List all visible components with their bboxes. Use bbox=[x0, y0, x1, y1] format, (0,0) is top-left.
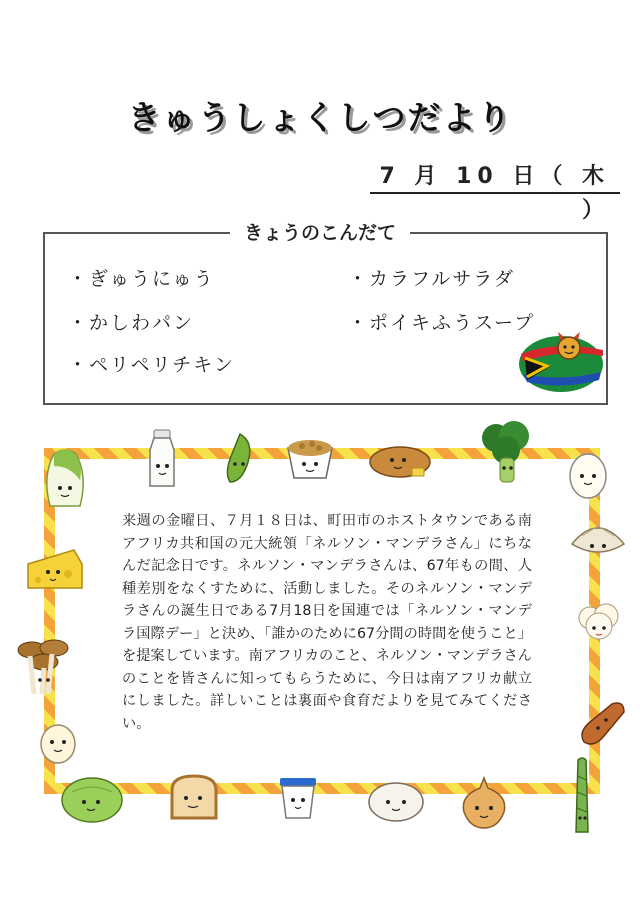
yogurt-icon bbox=[276, 774, 320, 822]
potato-egg-icon bbox=[36, 720, 80, 766]
cauliflower-icon bbox=[574, 600, 624, 648]
chinese-cabbage-icon bbox=[40, 446, 90, 508]
milk-bottle-icon bbox=[140, 428, 184, 490]
okra-icon bbox=[220, 432, 256, 486]
cheese-icon bbox=[24, 544, 86, 594]
menu-item-milk: ・ぎゅうにゅう bbox=[68, 268, 215, 290]
menu-item-chicken: ・ペリペリチキン bbox=[68, 354, 236, 376]
rice-bowl-icon bbox=[366, 780, 426, 824]
asparagus-icon bbox=[564, 756, 600, 836]
date-line: 7 月 10 日（ 木 ） bbox=[370, 160, 620, 194]
clam-icon bbox=[568, 516, 628, 564]
menu-item-salad: ・カラフルサラダ bbox=[348, 268, 516, 290]
menu-title: きょうのこんだて bbox=[230, 222, 410, 244]
egg-icon bbox=[566, 448, 610, 500]
broccoli-icon bbox=[478, 420, 534, 486]
menu-item-soup: ・ポイキふうスープ bbox=[348, 312, 536, 334]
sausage-icon bbox=[574, 698, 628, 750]
page-title: きゅうしょくしつだより bbox=[127, 98, 513, 137]
onion-icon bbox=[456, 776, 512, 830]
mushroom-icon bbox=[14, 636, 74, 700]
menu-item-bread: ・かしわパン bbox=[68, 312, 195, 334]
bread-icon bbox=[368, 440, 434, 480]
south-africa-flag-mascot-icon bbox=[517, 322, 605, 396]
notice-text: 来週の金曜日、７月１８日は、町田市のホストタウンである南アフリカ共和国の元大統領「ネルソン・マンデラさん」にちなんだ記念日です。ネルソン・マンデラさんは、67年もの間、人種差別をなくすために、活動しました。そのネルソン・マンデラさんの誕生日である7月18日を国連では「ネルソン・マンデラ国際デー」と決め、「誰かのために67分間の時間を使うこと」を提案しています。南アフリカのこと、ネルソン・マンデラさんのことを皆さんに知ってもらうために、今日は南アフリカ献立にしました。詳しいことは裏面や食育だよりを見てみてください。 bbox=[122, 513, 532, 732]
natto-icon bbox=[284, 434, 336, 484]
cabbage-icon bbox=[60, 772, 124, 824]
toast-icon bbox=[166, 772, 222, 824]
menu-title-wrapper bbox=[0, 218, 640, 245]
